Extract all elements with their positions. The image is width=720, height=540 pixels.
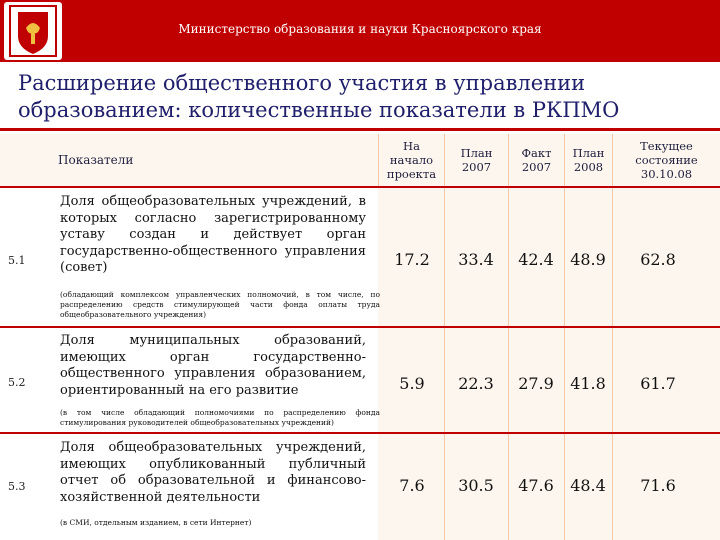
value-fact-2007: 42.4 [518,250,554,269]
indicator-text: Доля общеобразовательных учреждений, в которых согласно зарегистрированному уставу создан и действует орган государственно-общественного управления (совет) [60,194,366,275]
title-line-2: образованием: количественные показатели в РКПМО [18,98,620,122]
col-header-plan-2007: План 2007 [444,134,508,186]
col-header-current: Текущее состояние 30.10.08 [612,134,720,186]
value-plan-2008: 48.4 [570,476,606,495]
title-divider [0,128,720,131]
value-start: 7.6 [399,476,425,495]
krasnoyarsk-emblem-icon [4,2,62,60]
row-number: 5.1 [8,254,26,267]
page-title [18,70,708,124]
col-header-indicators: Показатели [58,153,134,167]
row-separator [0,432,720,434]
col-header-plan-2008: План 2008 [564,134,612,186]
row-number: 5.3 [8,480,26,493]
row-number: 5.2 [8,376,26,389]
value-plan-2007: 22.3 [458,374,494,393]
indicator-text: Доля муниципальных образований, имеющих орган государственно-общественного управления образованием, ориентированный на его развитие [60,333,366,398]
ministry-name: Министерство образования и науки Красноярского края [178,22,542,36]
indicator-text: Доля общеобразовательных учреждений, имеющих опубликованный публичный отчет об образовательной и финансово-хозяйственной деятельности [60,440,366,505]
title-line-1: Расширение общественного участия в управлении [18,71,586,95]
value-plan-2008: 48.9 [570,250,606,269]
value-fact-2007: 27.9 [518,374,554,393]
value-plan-2007: 30.5 [458,476,494,495]
value-current: 61.7 [640,374,676,393]
value-start: 5.9 [399,374,425,393]
value-plan-2007: 33.4 [458,250,494,269]
indicator-note: (в том числе обладающий полномочиями по распределению фонда стимулирования руководителей общеобразовательных учреждений) [60,408,380,427]
col-header-start: На начало проекта [378,134,444,186]
value-current: 62.8 [640,250,676,269]
indicator-note: (обладающий комплексом управленческих полномочий, в том числе, по распределению средств стимулирующей части фонда оплаты труда общеобразовательного учреждения) [60,290,380,319]
value-plan-2008: 41.8 [570,374,606,393]
value-current: 71.6 [640,476,676,495]
col-header-fact-2007: Факт 2007 [508,134,564,186]
value-start: 17.2 [394,250,430,269]
row-separator [0,326,720,328]
value-fact-2007: 47.6 [518,476,554,495]
indicator-note: (в СМИ, отдельным изданием, в сети Интернет) [60,518,252,527]
